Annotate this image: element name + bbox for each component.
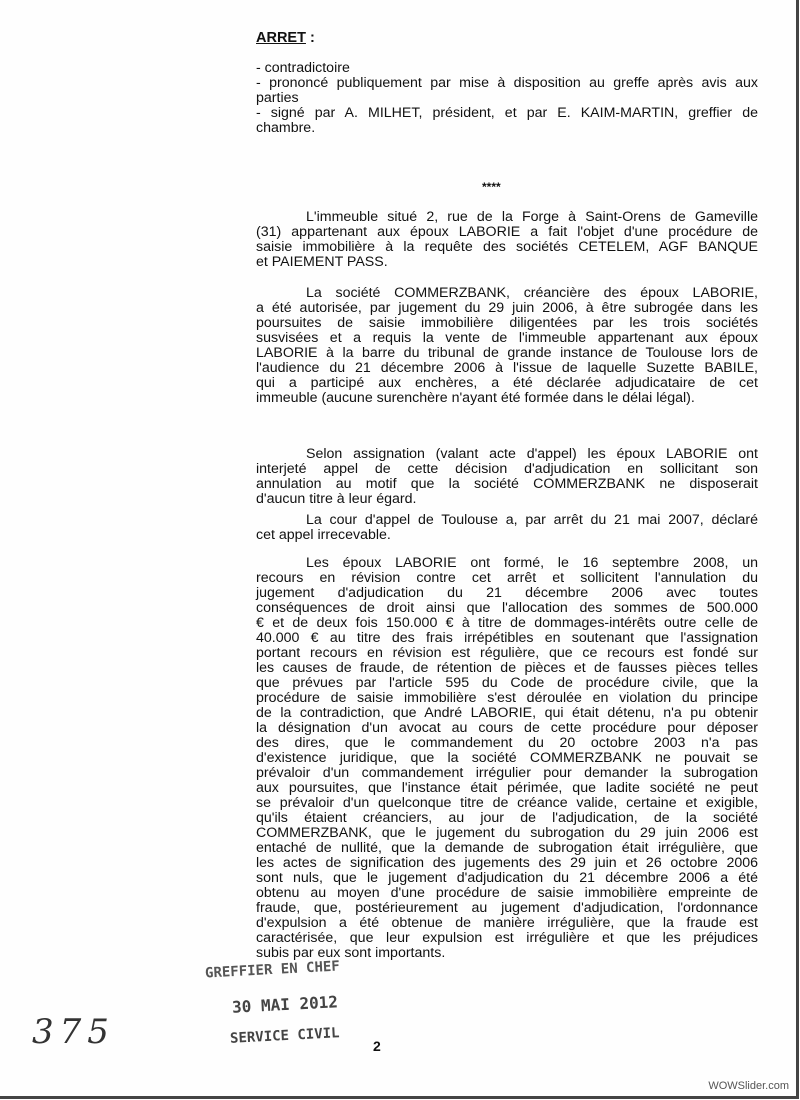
- text-line: entaché de nullité, que la demande de subrogation était irrégulière, que: [256, 840, 758, 856]
- text-line: procédure de saisie immobilière s'est déroulée en violation du principe: [256, 690, 758, 706]
- text-line: qui a participé aux enchères, a été déclarée adjudicataire de cet: [256, 375, 758, 391]
- text-line: qu'ils étaient créanciers, au jour de l'adjudication, de la société: [256, 810, 758, 826]
- text-line: des dires, que le commandement du 20 octobre 2003 n'a pas: [256, 735, 758, 751]
- paragraph: [256, 513, 758, 543]
- text-line: la désignation d'un avocat au cours de cette procédure pour déposer: [256, 720, 758, 736]
- text-line: LABORIE à la barre du tribunal de grande instance de Toulouse lors de: [256, 345, 758, 361]
- text-line: se prévaloir d'un quelconque titre de créance valide, certaine et exigible,: [256, 795, 758, 811]
- text-line: d'existence juridique, que la société COMMERZBANK ne pouvait se: [256, 750, 758, 766]
- text-line: sont nuls, que le jugement d'adjudication du 21 décembre 2006 a été: [256, 870, 758, 886]
- text-line: chambre.: [256, 120, 316, 136]
- text-line: les causes de fraude, de rétention de pièces et de fausses pièces telles: [256, 660, 758, 676]
- paragraph: [256, 210, 758, 270]
- text-line: d'expulsion a été obtenue de manière irrégulière, que la fraude est: [256, 915, 758, 931]
- text-line: jugement d'adjudication du 21 décembre 2006 avec toutes: [256, 585, 758, 601]
- text-line: La société COMMERZBANK, créancière des époux LABORIE,: [306, 285, 758, 301]
- text-line: cet appel irrecevable.: [256, 527, 391, 543]
- separator: ****: [482, 180, 501, 194]
- text-line: aux poursuites, que l'instance était périmée, que ladite société ne peut: [256, 780, 758, 796]
- text-line: d'aucun titre à leur égard.: [256, 491, 417, 507]
- text-line: portant recours en révision est régulière, que ce recours est fondé sur: [256, 645, 758, 661]
- text-line: de la contradiction, que André LABORIE, qui était détenu, n'a pu obtenir: [256, 705, 758, 721]
- text-line: annulation au motif que la société COMMERZBANK ne disposerait: [256, 476, 758, 492]
- text-line: susvisées et a requis la vente de l'immeuble appartenant aux époux: [256, 330, 758, 346]
- stamp-service: SERVICE CIVIL: [229, 1025, 340, 1047]
- text-line: poursuites de saisie immobilière diligentées par les trois sociétés: [256, 315, 758, 331]
- page-number: 2: [373, 1038, 381, 1054]
- text-line: les actes de signification des jugements des 29 juin et 26 octobre 2006: [256, 855, 758, 871]
- text-line: caractérisée, que leur expulsion est irrégulière et que les préjudices: [256, 930, 758, 946]
- text-line: - prononcé publiquement par mise à disposition au greffe après avis aux: [256, 75, 758, 91]
- text-line: (31) appartenant aux époux LABORIE a fait l'objet d'une procédure de: [256, 224, 758, 240]
- paragraph: [256, 286, 758, 406]
- text-line: l'audience du 21 décembre 2006 à l'issue de laquelle Suzette BABILE,: [256, 360, 758, 376]
- text-line: Les époux LABORIE ont formé, le 16 septembre 2008, un: [306, 555, 758, 571]
- text-line: 40.000 € au titre des frais irrépétibles en soutenant que l'assignation: [256, 630, 758, 646]
- heading-suffix: :: [305, 30, 315, 46]
- text-line: que prévues par l'article 595 du Code de procédure civile, que la: [256, 675, 758, 691]
- text-line: € et de deux fois 150.000 € à titre de dommages-intérêts outre celle de: [256, 615, 758, 631]
- decision-list: [256, 61, 758, 136]
- text-line: - contradictoire: [256, 60, 350, 76]
- text-line: Selon assignation (valant acte d'appel) les époux LABORIE ont: [306, 446, 758, 462]
- text-line: prévaloir d'un commandement irrégulier pour demander la subrogation: [256, 765, 758, 781]
- stamp-date: 30 MAI 2012: [231, 992, 339, 1017]
- handwritten-number: 375: [32, 1012, 115, 1052]
- text-line: - signé par A. MILHET, président, et par E. KAIM-MARTIN, greffier de: [256, 105, 758, 121]
- watermark: WOWSlider.com: [705, 1080, 792, 1092]
- text-line: a été autorisée, par jugement du 29 juin 2006, à être subrogée dans les: [256, 300, 758, 316]
- paragraph: [256, 447, 758, 507]
- text-line: COMMERZBANK, que le jugement du subrogation du 29 juin 2006 est: [256, 825, 758, 841]
- heading: [256, 30, 315, 46]
- text-line: subis par eux sont importants.: [256, 945, 446, 961]
- text-line: obtenu au moyen d'une procédure de saisie immobilière empreinte de: [256, 885, 758, 901]
- text-line: conséquences de droit ainsi que l'allocation des sommes de 500.000: [256, 600, 758, 616]
- paragraph: [256, 556, 758, 961]
- text-line: saisie immobilière à la requête des sociétés CETELEM, AGF BANQUE: [256, 239, 758, 255]
- text-line: immeuble (aucune surenchère n'ayant été formée dans le délai légal).: [256, 390, 695, 406]
- heading-title: ARRET: [256, 30, 306, 46]
- text-line: parties: [256, 90, 299, 106]
- text-line: L'immeuble situé 2, rue de la Forge à Saint-Orens de Gameville: [306, 209, 758, 225]
- text-line: interjeté appel de cette décision d'adjudication en sollicitant son: [256, 461, 758, 477]
- text-line: et PAIEMENT PASS.: [256, 254, 388, 270]
- text-line: fraude, que, postérieurement au jugement d'adjudication, l'ordonnance: [256, 900, 758, 916]
- text-line: La cour d'appel de Toulouse a, par arrêt du 21 mai 2007, déclaré: [306, 512, 758, 528]
- text-line: recours en révision contre cet arrêt et sollicitent l'annulation du: [256, 570, 758, 586]
- stamp-greffier: GREFFIER EN CHEF: [204, 958, 341, 982]
